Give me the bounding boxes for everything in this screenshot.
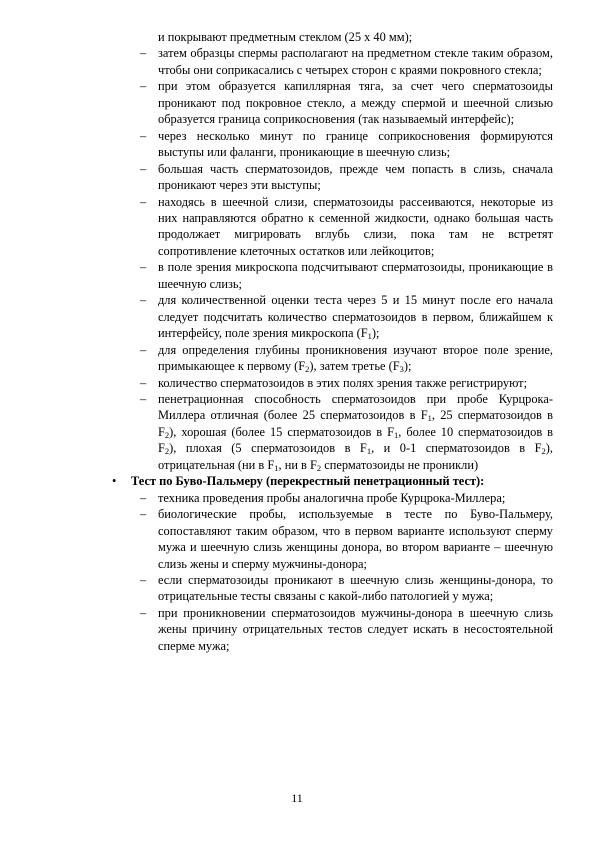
list-item-text: если сперматозоиды проникают в шеечную слизь женщины-донора, то отрицательные тесты связаны с какой-либо патологией у мужа; bbox=[158, 572, 553, 604]
dash-marker: – bbox=[140, 128, 147, 143]
page-number: 11 bbox=[291, 791, 303, 805]
subscript: 2 bbox=[164, 446, 170, 457]
list-item-text: через несколько минут по границе соприкосновения формируются выступы или фаланги, проникающие в шеечную слизь; bbox=[158, 128, 553, 160]
list-item-text: , ни в F bbox=[278, 457, 317, 472]
list-item-text: биологические пробы, используемые в тесте по Буво-Пальмеру, сопоставляют таким образом, что в первом варианте используют сперму мужа и шеечную слизь женщины донора, во втором варианте – шеечную слизь жены и сперму мужчины-донора; bbox=[158, 507, 553, 571]
subscript: 2 bbox=[164, 429, 170, 440]
dash-marker: – bbox=[140, 194, 147, 209]
list-item-text: при проникновении сперматозоидов мужчины-донора в шеечную слизь жены причину отрицательных тестов следует искать в несостоятельной сперме мужа; bbox=[158, 605, 553, 653]
dash-marker: – bbox=[140, 293, 147, 308]
list-item-text: ), плохая (5 сперматозоидов в F bbox=[169, 441, 367, 456]
subscript: 3 bbox=[399, 364, 404, 375]
subscript: 1 bbox=[274, 462, 279, 473]
subscript: 2 bbox=[316, 462, 322, 473]
list-item-text: ), затем третье (F bbox=[309, 359, 400, 374]
dash-marker: – bbox=[140, 391, 147, 406]
list-item bbox=[140, 490, 553, 506]
dash-marker: – bbox=[140, 605, 147, 620]
list-item-f2-f3 bbox=[140, 342, 553, 375]
subscript: 1 bbox=[394, 429, 399, 440]
list-item-text: при этом образуется капиллярная тяга, за счет чего сперматозоиды проникают под покровное стекло, а между спермой и шеечной слизью образуется граница соприкосновения (так называемый интерфейс); bbox=[158, 79, 553, 127]
list-item-text: пенетрационная способность сперматозоидов при пробе Курцрока-Миллера отличная (более 25 сперматозоидов в F bbox=[158, 391, 553, 423]
list-item-text: ), хорошая (более 15 сперматозоидов в F bbox=[169, 424, 395, 439]
list-item bbox=[140, 128, 553, 161]
list-item bbox=[140, 161, 553, 194]
list-item bbox=[140, 45, 553, 78]
dash-marker: – bbox=[140, 342, 147, 357]
dash-marker: – bbox=[140, 490, 147, 505]
list-item-text: сперматозоиды не проникли) bbox=[321, 457, 479, 472]
list-item-text-end: ); bbox=[371, 326, 380, 341]
subscript: 1 bbox=[366, 446, 372, 457]
list-item bbox=[140, 194, 553, 260]
continuation-line: и покрывают предметным стеклом (25 х 40 мм); bbox=[158, 30, 413, 44]
dash-marker: – bbox=[140, 260, 147, 275]
dash-marker: – bbox=[140, 161, 147, 176]
list-item-text: большая часть сперматозоидов, прежде чем попасть в слизь, сначала проникают через эти выступы; bbox=[158, 161, 553, 193]
page-content bbox=[112, 29, 553, 654]
dash-marker: – bbox=[140, 46, 147, 61]
list-item-text: техника проведения пробы аналогична пробе Курцрока-Миллера; bbox=[158, 490, 506, 505]
bullet-heading bbox=[112, 473, 553, 489]
list-item-f1 bbox=[140, 292, 553, 342]
list-item-text: ), отрицательная (ни в F bbox=[158, 441, 553, 472]
dash-marker: – bbox=[140, 572, 147, 587]
dash-marker: – bbox=[140, 79, 147, 94]
list-item-text: , 25 сперматозоидов в F bbox=[158, 408, 553, 439]
list-item-penetration bbox=[140, 391, 553, 473]
list-item bbox=[140, 78, 553, 127]
list-item-text: в поле зрения микроскопа подсчитывают сперматозоиды, проникающие в шеечную слизь; bbox=[158, 260, 553, 291]
bullet-marker: • bbox=[112, 474, 117, 489]
subscript: 2 bbox=[541, 446, 546, 457]
list-item-text: , и 0-1 сперматозоидов в F bbox=[371, 441, 542, 456]
list-item-text: затем образцы спермы располагают на предметном стекле таким образом, чтобы они соприкасались с четырех сторон с краями покровного стекла; bbox=[158, 46, 553, 77]
list-item bbox=[140, 375, 553, 391]
list-item bbox=[140, 259, 553, 292]
list-item-text: для количественной оценки теста через 5 и 15 минут после его начала следует подсчитать количество сперматозоидов в первом, ближайшем к интерфейсу, поле зрения микроскопа (F bbox=[158, 293, 553, 341]
list-item-text: находясь в шеечной слизи, сперматозоиды рассеиваются, некоторые из них направляются обратно к семенной жидкости, однако большая часть продолжает мигрировать вглубь слизи, пока там не встретят сопротивление клеточных остатков или лейкоцитов; bbox=[158, 194, 553, 258]
list-item bbox=[140, 572, 553, 605]
bullet-heading-text: Тест по Буво-Пальмеру (перекрестный пенетрационный тест): bbox=[131, 474, 485, 489]
subscript: 2 bbox=[305, 364, 310, 375]
list-item-text: для определения глубины проникновения изучают второе поле зрение, примыкающее к первому (F bbox=[158, 342, 553, 374]
dash-marker: – bbox=[140, 375, 147, 390]
list-item-text: , более 10 сперматозоидов в F bbox=[158, 424, 553, 456]
subscript: 1 bbox=[367, 331, 372, 342]
subscript: 1 bbox=[427, 413, 432, 424]
list-item bbox=[140, 506, 553, 572]
list-item-text: количество сперматозоидов в этих полях зрения также регистрируют; bbox=[158, 375, 528, 390]
dash-marker: – bbox=[140, 507, 147, 522]
list-item-text-end: ); bbox=[403, 359, 412, 374]
list-item bbox=[140, 605, 553, 654]
